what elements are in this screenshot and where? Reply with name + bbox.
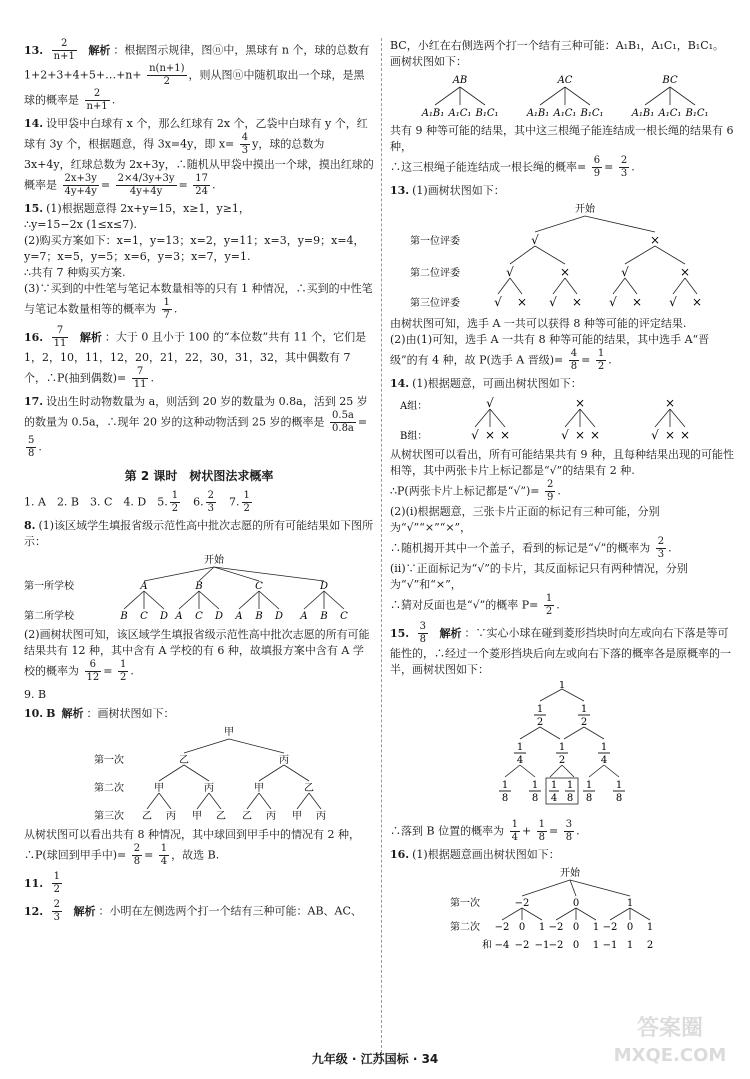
svg-text:8: 8: [531, 793, 539, 804]
tree-node: ×: [559, 265, 571, 279]
tree-node: √: [506, 265, 514, 279]
tree-node: 甲: [292, 811, 302, 822]
q12-tree-diagram: [390, 73, 735, 121]
question-number: 15.: [24, 202, 44, 215]
tree-row-label: 第一次: [450, 898, 480, 909]
tree-node: ×: [664, 396, 676, 410]
tree-node: 乙: [216, 811, 226, 822]
tree-node: 1: [646, 922, 654, 933]
tree-node: 乙: [142, 811, 152, 822]
svg-text:4: 4: [600, 755, 608, 766]
tree-node: A₁C₁: [553, 108, 577, 119]
tree-node: D: [274, 611, 284, 622]
svg-text:1: 1: [566, 780, 574, 791]
analysis-label: 解析: [439, 626, 462, 640]
tree-row-label: 第二所学校: [24, 611, 74, 622]
tree-node: √: [561, 428, 569, 442]
question-number: 10.: [24, 707, 44, 720]
tree-node: 丙: [266, 811, 276, 822]
tree-start: 开始: [204, 555, 224, 566]
question-number: 16.: [390, 848, 410, 861]
tree-node: 0: [572, 922, 580, 933]
page-footer: 九年级 · 江苏国标 · 34: [311, 1052, 439, 1066]
tree-node: −2: [548, 922, 564, 933]
svg-text:2: 2: [558, 755, 566, 766]
q15-probability-tree: [390, 681, 735, 817]
tree-node: D: [319, 581, 329, 592]
q13-answer: 13. $\frac{2}{n+1}$ 解析 ：根据图示规律，图ⓝ中，黑球有 n 个，球的总数有 1+2+3+4+5+…+n+ $\frac{n(n+1)}{2}$ ，则从图ⓝ中随机取出一个球，是黑球的概率是 $\frac{2}{n+1}$ .: [24, 38, 370, 112]
question-number: 12.: [24, 904, 44, 918]
tree-node: 1: [626, 898, 634, 909]
tree-row-label: 第一位评委: [410, 236, 460, 247]
tree-node: AB: [452, 75, 468, 86]
q9-answer: 9. B: [24, 688, 47, 701]
tree-node: C: [140, 611, 148, 622]
question-number: 16.: [24, 330, 44, 344]
svg-text:8: 8: [501, 793, 509, 804]
tree-node: ×: [589, 428, 601, 442]
tree-node: √: [651, 428, 659, 442]
tree-node: 1: [592, 922, 600, 933]
svg-text:1: 1: [516, 742, 524, 753]
tree-node: 乙: [179, 755, 189, 766]
q15r-answer: 15. $\frac{3}{8}$ 解析 ：∵实心小球在碰到菱形挡块时向左或向右下落是等可能性的，∴经过一个菱形挡块后向左或向右下落的概率各是原概率的一半，画树状图如下：: [390, 621, 731, 676]
tree-row-label: A组：: [400, 401, 428, 412]
q14-answer: 14. 设甲袋中白球有 x 个，那么红球有 2x 个，乙袋中白球有 y 个，红球有 3y 个，根据题意，得 3x=4y，即 x= $\frac{4}{3}$ y，球的总数为 3x+4y，红球总数为 2x+3y，∴随机从甲袋中摸出一个球，摸出红球的概率是 $\frac{2x+3y}{4y+4y}$ = $\frac{2\times 4/3y+3y}{4y+4y}$ = $\frac{17}{24}$ .: [24, 117, 374, 197]
q15-answer: 15. (1)根据题意得 2x+y=15，x≥1，y≥1， ∴y=15−2x (1≤x≤7). (2)购买方案如下：x=1，y=13；x=2，y=11；x=3，y=9；x=4，y=7；x=5，y=5；x=6，y=3；x=7，y=1. ∴共有 7 种购买方案. (3)∵买到的中性笔与笔记本数量相等的只有 1 种情况，∴买到的中性笔与笔记本数量相等的概率为 $\frac{1}{7}$ .: [24, 202, 373, 321]
q10-conclusion: 从树状图可以看出共有 8 种情况，其中球回到甲手中的情况有 2 种，∴P(球回到甲手中)= $\frac{2}{8}$ = $\frac{1}{4}$ ，故选 B.: [24, 828, 360, 867]
svg-text:4: 4: [516, 755, 524, 766]
tree-node: C: [340, 611, 348, 622]
tree-node: 丙: [204, 783, 214, 794]
q1-7-answers: 1. A 2. B 3. C 4. D 5. $\frac{1}{2}$ 6. $\frac{2}{3}$ 7. $\frac{1}{2}$: [24, 490, 250, 514]
tree-row-label: 第二位评委: [410, 268, 460, 279]
q14-conclusion: 从树状图可以看出，所有可能结果共有 9 种，且每种结果出现的可能性相等，其中两张卡片上标记都是“√”的结果有 2 种. ∴P(两张卡片上标记都是“√”)= $\frac{2}{9}$ . (2)(i)根据题意，三张卡片正面的标记有三种可能，分别为“√”“×”“×”， ∴随机揭开其中一个盖子，看到的标记是“√”的概率为 $\frac{2}{3}$ . (ii)∵正面标记为“√”的卡片，其反面标记只有两种情况，分别为“√”和“×”， ∴猜对反面也是“√”的概率 P= $\frac{1}{2}$ .: [390, 448, 734, 617]
column-divider: [381, 38, 382, 1053]
tree-node: ×: [484, 428, 496, 442]
tree-sum: −2: [514, 940, 530, 951]
svg-text:1: 1: [585, 780, 593, 791]
tree-node: ×: [664, 428, 676, 442]
svg-text:1: 1: [615, 780, 623, 791]
svg-text:1: 1: [536, 704, 544, 715]
tree-node: ×: [516, 295, 528, 309]
tree-node: √: [486, 396, 494, 410]
tree-node: B₁C₁: [475, 108, 499, 119]
svg-text:1: 1: [501, 780, 509, 791]
tree-node: B: [120, 611, 128, 622]
tree-node: √: [494, 295, 502, 309]
tree-node: −2: [494, 922, 510, 933]
tree-node: 乙: [304, 783, 314, 794]
tree-node: A: [175, 611, 183, 622]
q13-tree-diagram: [390, 202, 735, 314]
tree-node: √: [621, 265, 629, 279]
tree-node: A₁B₁: [526, 108, 550, 119]
tree-node: AC: [557, 75, 573, 86]
tree-sum: 0: [572, 940, 580, 951]
svg-text:2: 2: [536, 717, 544, 728]
q12-conclusion: 共有 9 种等可能的结果，其中这三根绳子能连结成一根长绳的结果有 6 种， ∴这三根绳子能连结成一根长绳的概率= $\frac{6}{9}$ = $\frac{2}{3}$ .: [390, 124, 734, 179]
tree-node: B₁C₁: [580, 108, 604, 119]
svg-text:1: 1: [600, 742, 608, 753]
tree-node: 甲: [192, 811, 202, 822]
svg-text:MXQE.COM: MXQE.COM: [613, 1045, 727, 1066]
tree-node: √: [609, 295, 617, 309]
tree-node: ×: [499, 428, 511, 442]
tree-row-label: 和: [482, 940, 492, 951]
tree-start: 开始: [560, 868, 580, 879]
svg-text:8: 8: [585, 793, 593, 804]
tree-node: A₁C₁: [658, 108, 682, 119]
q8-answer: 8. (1)该区域学生填报省级示范性高中批次志愿的所有可能结果如下图所示：: [24, 519, 374, 548]
analysis-label: 解析: [73, 904, 96, 918]
tree-node: 甲: [154, 783, 164, 794]
q16-answer: 16. $\frac{7}{11}$ 解析 ：大于 0 且小于 100 的“本位数”共有 11 个，它们是 1，2，10，11，12，20，21，22，30，31，32，其中偶数有 7 个，∴P(抽到偶数)= $\frac{7}{11}$ .: [24, 325, 367, 390]
tree-node: ×: [574, 396, 586, 410]
tree-row-label: 第一所学校: [24, 581, 74, 592]
tree-row-label: B组：: [400, 431, 428, 442]
tree-node: C: [195, 611, 203, 622]
question-number: 14.: [24, 117, 44, 130]
tree-start: 开始: [575, 204, 595, 215]
tree-node: √: [669, 295, 677, 309]
tree-node: BC: [662, 75, 678, 86]
q11-answer: 11. $\frac{1}{2}$: [24, 871, 61, 895]
right-column: [390, 38, 735, 954]
svg-text:1: 1: [531, 780, 539, 791]
q13-conclusion: 由树状图可知，选手 A 一共可以获得 8 种等可能的评定结果. (2)由(1)可知，选手 A 一共有 8 种等可能的结果，其中选手 A“晋级”的有 4 种，故 P(选手 A 晋级)= $\frac{4}{8}$ = $\frac{1}{2}$ .: [390, 317, 710, 372]
q15-conclusion: ∴落到 B 位置的概率为 $\frac{1}{4}$ + $\frac{1}{8}$ = $\frac{3}{8}$ .: [390, 819, 580, 843]
tree-node: ×: [631, 295, 643, 309]
tree-node: 丙: [316, 811, 326, 822]
tree-node: A: [140, 581, 148, 592]
question-number: 15.: [390, 626, 410, 640]
question-number: 17.: [24, 395, 44, 408]
tree-node: A₁C₁: [448, 108, 472, 119]
q8-tree-diagram: [24, 553, 374, 625]
q16-tree-diagram: [390, 866, 735, 952]
tree-node: B: [195, 581, 203, 592]
tree-node: B: [255, 611, 263, 622]
tree-row-label: 第三位评委: [410, 298, 460, 309]
tree-node: 0: [518, 922, 526, 933]
section-title: 第 2 课时 树状图法求概率: [124, 469, 274, 483]
tree-node: 1: [558, 681, 566, 691]
question-number: 8.: [24, 519, 36, 532]
watermark-logo: [600, 1009, 740, 1069]
tree-sum: −4: [494, 940, 510, 951]
q12-answer: 12. $\frac{2}{3}$ 解析 ：小明在左侧选两个打一个结有三种可能：AB、AC、: [24, 899, 362, 923]
q12-continued: BC，小红在右侧选两个打一个结有三种可能：A₁B₁，A₁C₁，B₁C₁。 画树状图如下：: [390, 39, 725, 68]
tree-start: 甲: [224, 727, 234, 738]
tree-row-label: 第二次: [94, 783, 124, 794]
tree-sum: 1: [626, 940, 634, 951]
q8-part2: (2)画树状图可知，该区域学生填报省级示范性高中批次志愿的所有可能结果共有 12 种，其中含有 A 学校的有 6 种，故填报方案中含有 A 学校的概率为 $\frac{6}{12}$ = $\frac{1}{2}$ .: [24, 628, 370, 683]
tree-node: ×: [679, 428, 691, 442]
q10-tree-diagram: [24, 725, 374, 825]
left-column: [24, 38, 374, 927]
tree-node: 丙: [279, 755, 289, 766]
svg-text:8: 8: [615, 793, 623, 804]
question-number: 13.: [24, 43, 44, 57]
tree-row-label: 第三次: [94, 811, 124, 822]
tree-row-label: 第一次: [94, 755, 124, 766]
tree-node: B₁C₁: [685, 108, 709, 119]
tree-sum: −1: [602, 940, 618, 951]
tree-row-label: 第二次: [450, 922, 480, 933]
question-number: 14.: [390, 377, 410, 390]
q13r-answer: 13. (1)画树状图如下：: [390, 184, 505, 197]
tree-node: A₁B₁: [631, 108, 655, 119]
tree-node: C: [255, 581, 263, 592]
svg-text:1: 1: [558, 742, 566, 753]
analysis-label: 解析: [61, 707, 84, 720]
tree-node: 乙: [242, 811, 252, 822]
tree-node: D: [214, 611, 224, 622]
tree-node: D: [159, 611, 169, 622]
tree-sum: 1: [592, 940, 600, 951]
tree-sum: −1: [534, 940, 550, 951]
tree-node: √: [531, 233, 539, 247]
tree-sum: −2: [548, 940, 564, 951]
answer-fraction: $\frac{2}{n+1}$: [53, 38, 75, 62]
svg-text:4: 4: [550, 793, 558, 804]
tree-node: ×: [691, 295, 703, 309]
analysis-label: 解析: [79, 330, 102, 344]
question-number: 11.: [24, 876, 44, 890]
q17-answer: 17. 设出生时动物数量为 a，则活到 20 岁的数量为 0.8a，活到 25 岁的数量为 0.5a，∴现年 20 岁的这种动物活到 25 岁的概率是 $\frac{0.5a}{0.8a}$ = $\frac{5}{8}$ .: [24, 395, 368, 459]
tree-node: A₁B₁: [421, 108, 445, 119]
tree-sum: 2: [646, 940, 654, 951]
svg-text:1: 1: [580, 704, 588, 715]
tree-node: 丙: [166, 811, 176, 822]
tree-node: √: [549, 295, 557, 309]
q10-answer: 10. B 解析 ：画树状图如下：: [24, 707, 175, 720]
tree-node: A: [300, 611, 308, 622]
question-number: 13.: [390, 184, 410, 197]
tree-node: ×: [571, 295, 583, 309]
tree-node: 0: [572, 898, 580, 909]
tree-node: −2: [514, 898, 530, 909]
tree-node: ×: [649, 233, 661, 247]
q14-tree-diagram: [390, 395, 735, 445]
svg-text:1: 1: [550, 780, 558, 791]
tree-node: B: [320, 611, 328, 622]
tree-node: 甲: [254, 783, 264, 794]
analysis-label: 解析: [88, 43, 111, 57]
tree-node: 0: [626, 922, 634, 933]
svg-text:答案圈: 答案圈: [636, 1016, 704, 1041]
tree-node: ×: [679, 265, 691, 279]
svg-text:2: 2: [580, 717, 588, 728]
svg-text:8: 8: [566, 793, 574, 804]
q14r-answer: 14. (1)根据题意，可画出树状图如下：: [390, 377, 582, 390]
tree-node: 1: [538, 922, 546, 933]
q16r-answer: 16. (1)根据题意画出树状图如下：: [390, 848, 560, 861]
tree-node: √: [471, 428, 479, 442]
tree-node: −2: [602, 922, 618, 933]
tree-node: A: [235, 611, 243, 622]
tree-node: ×: [574, 428, 586, 442]
